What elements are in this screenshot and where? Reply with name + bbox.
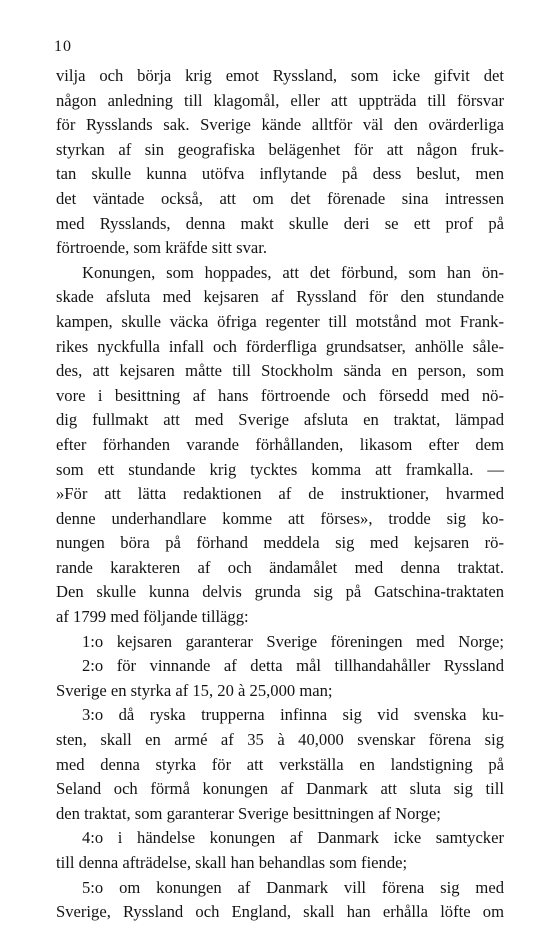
text-line: med denna styrka för att verkställa en landstigning på	[56, 754, 504, 774]
text-line: des, att kejsaren måtte till Stockholm sända en person, som	[56, 361, 504, 381]
text-line: rande karakteren af och ändamålet med denna traktat.	[56, 557, 504, 577]
text-line: Sverige en styrka af 15, 20 à 25,000 man;	[56, 680, 333, 700]
text-line: rikes nyckfulla infall och förderfliga grundsatser, anhölle såle-	[56, 336, 504, 356]
text-line: kampen, skulle väcka öfriga regenter till motstånd mot Frank-	[56, 311, 504, 331]
text-line: 3:o då ryska trupperna infinna sig vid svenska ku-	[82, 705, 504, 725]
text-line: denne underhandlare komme att förses», trodde sig ko-	[56, 508, 504, 528]
text-line: skade afsluta med kejsaren af Ryssland för den stundande	[56, 287, 504, 307]
text-line: styrkan af sin geografiska belägenhet för att någon fruk-	[56, 139, 504, 159]
text-line: Sverige, Ryssland och England, skall han erhålla löfte om	[56, 902, 504, 922]
text-line: förtroende, som kräfde sitt svar.	[56, 238, 268, 258]
text-line: någon anledning till klagomål, eller att uppträda till försvar	[56, 90, 504, 110]
text-line: vilja och börja krig emot Ryssland, som icke gifvit det	[56, 66, 504, 85]
text-line: 2:o för vinnande af detta mål tillhandahåller Ryssland	[82, 656, 504, 676]
text-line: det väntade också, att om det förenade sina intressen	[56, 188, 504, 208]
text-line: efter förhanden varande förhållanden, likasom efter dem	[56, 434, 504, 454]
text-line: 5:o om konungen af Danmark vill förena sig med	[82, 877, 504, 897]
text-line: Den skulle kunna delvis grunda sig på Gatschina-traktaten	[56, 582, 504, 602]
page-number: 10	[54, 38, 72, 55]
text-line: Konungen, som hoppades, att det förbund, som han ön-	[82, 262, 504, 282]
text-line: tan skulle kunna utöfva inflytande på dess beslut, men	[56, 164, 504, 184]
text-line: med Rysslands, denna makt skulle deri se ett prof på	[56, 213, 504, 233]
text-line: 1:o kejsaren garanterar Sverige föreningen med Norge;	[82, 631, 504, 651]
text-line: sten, skall en armé af 35 à 40,000 svenskar förena sig	[56, 730, 504, 750]
text-line: nungen böra på förhand meddela sig med kejsaren rö-	[56, 533, 504, 553]
text-line: 4:o i händelse konungen af Danmark icke samtycker	[82, 828, 504, 848]
text-line: till denna afträdelse, skall han behandlas som fiende;	[56, 853, 408, 872]
text-line: Seland och förmå konungen af Danmark att sluta sig till	[56, 779, 504, 799]
text-line: vore i besittning af hans förtroende och försedd med nö-	[56, 385, 504, 405]
text-line: som ett stundande krig tycktes komma att framkalla. —	[56, 459, 504, 479]
body-text	[56, 64, 504, 925]
text-line: af 1799 med följande tillägg:	[56, 607, 249, 627]
text-line: »För att lätta redaktionen af de instruktioner, hvarmed	[56, 484, 504, 504]
text-line: den traktat, som garanterar Sverige besittningen af Norge;	[56, 803, 441, 823]
text-line: för Rysslands sak. Sverige kände alltför väl den ovärderliga	[56, 115, 504, 135]
text-line: dig fullmakt att med Sverige afsluta en traktat, lämpad	[56, 410, 504, 430]
